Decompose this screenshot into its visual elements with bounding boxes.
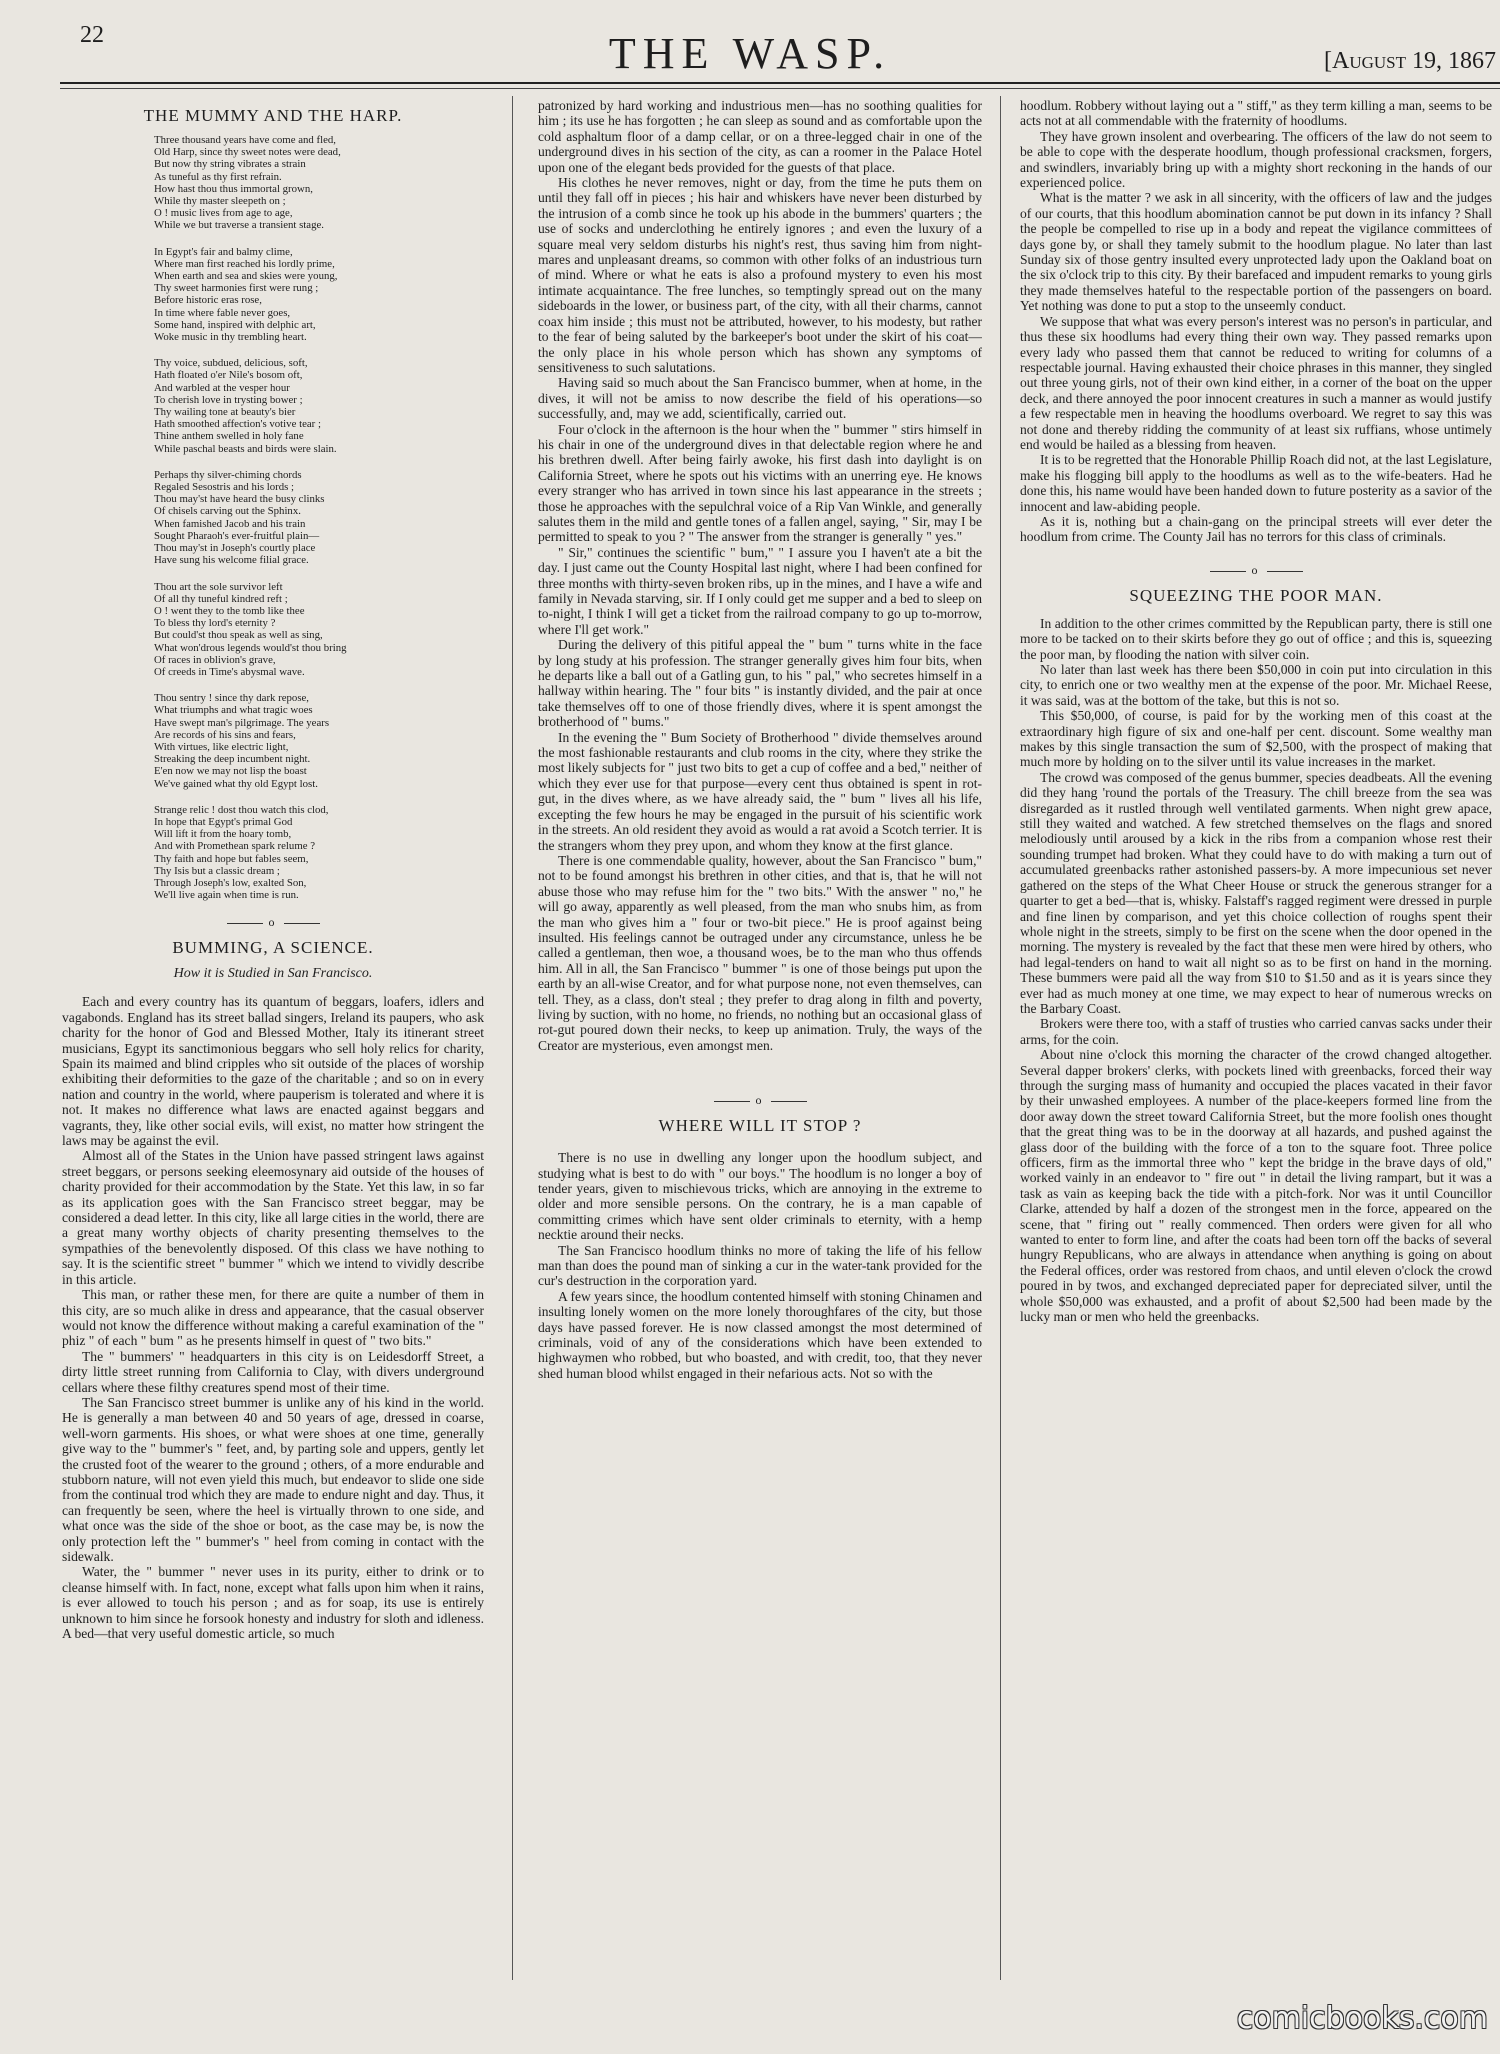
paragraph: In the evening the " Bum Society of Brotherhood " divide themselves around the most fashionable restaurants and club rooms in the city, where they strike the most likely subjects for " just two bits to get a cup of coffee and a bed," neither of which they ever use for that purpose—every cent thus obtained is spent in rot-gut, in the dives where, as we have already said, the " bum " lives all his life, excepting the few hours he may be engaged in the pursuit of his scientific work in the streets. An old resident they avoid as would a rat avoid a Scotch terrier. It is the strangers whom they prey upon, and whom they know at the first glance. bbox=[538, 729, 982, 853]
paragraph: The San Francisco hoodlum thinks no more of taking the life of his fellow man than does the pound man of sinking a cur in the water-tank provided for the cur's destruction in the corporation yard. bbox=[538, 1242, 982, 1289]
poem bbox=[62, 134, 484, 901]
column-1 bbox=[62, 98, 484, 1978]
column-divider bbox=[512, 96, 513, 1980]
article-title-bumming: BUMMING, A SCIENCE. bbox=[172, 938, 374, 958]
article-title-stop: WHERE WILL IT STOP ? bbox=[658, 1116, 862, 1136]
poem-stanza: Thou art the sole survivor left Of all thy tuneful kindred reft ; O ! went they to the tomb like thee To bless thy lord's eternity ? But could'st thou speak as well as sing, What won'drous legends would'st thou bring Of races in oblivion's grave, Of creeds in Time's abysmal wave. bbox=[154, 580, 347, 678]
poem-stanza: Three thousand years have come and fled, Old Harp, since thy sweet notes were dead, But now thy string vibrates a strain As tuneful as thy first refrain. How hast thou thus immortal grown, While thy master sleepeth on ; O ! music lives from age to age, While we but traverse a transient stage. bbox=[154, 134, 341, 232]
masthead: THE WASP. bbox=[608, 29, 892, 78]
paragraph: patronized by hard working and industrious men—has no soothing qualities for him ; its use he has forgotten ; he can sleep as sound and as comfortable upon the cold asphaltum floor of a damp cellar, or on a three-legged chair in one of the underground dives in his section of the city, as can a roomer in the Palace Hotel upon one of the elegant beds provided for the guests of that place. bbox=[538, 98, 982, 175]
poem-stanza: Thou sentry ! since thy dark repose, What triumphs and what tragic woes Have swept man's pilgrimage. The years Are records of his sins and fears, With virtues, like electric light, Streaking the deep incumbent night. E'en now we may not lisp the boast We've gained what thy old Egypt lost. bbox=[154, 692, 330, 790]
poem-stanza: Thy voice, subdued, delicious, soft, Hath floated o'er Nile's bosom oft, And warbled at the vesper hour To cherish love in trysting bower ; Thy wailing tone at beauty's bier Hath smoothed affection's votive tear ; Thine anthem swelled in holy fane While paschal beasts and birds were slain. bbox=[154, 357, 337, 455]
article-subtitle-bumming: How it is Studied in San Francisco. bbox=[173, 966, 373, 982]
column-3 bbox=[1020, 98, 1492, 1978]
article-title-squeezing: SQUEEZING THE POOR MAN. bbox=[1129, 585, 1383, 605]
paragraph: Brokers were there too, with a staff of trusties who carried canvas sacks under their arms, for the coin. bbox=[1020, 1016, 1492, 1047]
paragraph: The " bummers' " headquarters in this city is on Leidesdorff Street, a dirty little street running from California to Clay, with divers underground cellars where these filthy creatures spend most of their time. bbox=[62, 1348, 484, 1395]
section-ornament: o bbox=[1020, 563, 1492, 578]
paragraph: Having said so much about the San Francisco bummer, when at home, in the dives, it will not be amiss to now describe the field of his operations—so successfully, and, may we add, scientifically, carried out. bbox=[538, 375, 982, 422]
paragraph: As it is, nothing but a chain-gang on the principal streets will ever deter the hoodlum from crime. The County Jail has no terrors for this class of criminals. bbox=[1020, 513, 1492, 545]
paragraph: About nine o'clock this morning the character of the crowd changed altogether. Several dapper brokers' clerks, with pockets lined with greenbacks, forced their way through the surging mass of humanity and occupied the places vacated in their favor by their unwashed employees. A number of the place-keepers formed line from the door away down the street toward California Street, but the more foolish ones thought that the great thing was to be in the doorway at all hazards, and pushed against the glass door of the building with the force of a ton to the square foot. Three police officers, firm as the immortal three who " kept the bridge in the brave days of old," worked vainly in an endeavor to " fire out " in detail the living rampart, but it was a task as vain as keeping back the tide with a pitch-fork. Nor was it until Councillor Clarke, attended by half a dozen of the strongest men in the force, appeared on the scene, that " firing out " really commenced. Then orders were given for all who wanted to enter to form line, and after the coats had been torn off the backs of several hungry Republicans, who are always in attendance when anything is going on about the Federal offices, order was restored from chaos, and until eleven o'clock the crowd poured in by twos, and exchanged depreciated paper for depreciated silver, until the whole $50,000 was exhausted, and a profit of about $2,500 had been made by the lucky man or men who held the greenbacks. bbox=[1020, 1047, 1492, 1325]
paragraph: During the delivery of this pitiful appeal the " bum " turns white in the face by long study at his profession. The stranger generally gives him four bits, when he departs like a ball out of a Gatling gun, to his " pal," who secretes himself in a hallway within hearing. The " four bits " is instantly divided, and the pair at once take themselves off to one of those friendly dives, where it is spent amongst the brotherhood of " bums." bbox=[538, 637, 982, 730]
paragraph: His clothes he never removes, night or day, from the time he puts them on until they fall off in pieces ; his hair and whiskers have never been disturbed by the intrusion of a comb since he took up his abode in the bummers' quarters ; the use of socks and underclothing he entirely ignores ; and even the luxury of a square meal very seldom disturbs his night's rest, thus saving him from night-mares and unpleasant dreams, so common with other folks of an industrious turn of mind. Where or what he eats is also a profound mystery to even his most intimate acquaintance. The free lunches, so temptingly spread out on the many sideboards in the lower, or business part, of the city, with all their charms, cannot coax him inside ; this must not be attributed, however, to his modesty, but rather to the fear of being saluted by the barkeeper's boot under the skirt of his coat—the only place in his whole person which has shown any symptoms of sensitiveness to such salutations. bbox=[538, 175, 982, 375]
poem-title: THE MUMMY AND THE HARP. bbox=[143, 106, 403, 125]
paragraph: The San Francisco street bummer is unlike any of his kind in the world. He is generally a man between 40 and 50 years of age, dressed in coarse, well-worn garments. His shoes, or what were shoes at one time, generally give way to the " bummer's " feet, and, by parting sole and uppers, gently let the crusted foot of the wearer to the ground ; others, of a more endurable and stubborn nature, will not even yield this much, but endeavor to slide one side from the continual trod which they are made to endure night and day. Thus, it can frequently be seen, where the heel is virtually thrown to one side, and what once was the side of the shoe or boot, as the case may be, is now the only protection left the " bummer's " heel from coming in contact with the sidewalk. bbox=[62, 1394, 484, 1564]
paragraph: The crowd was composed of the genus bummer, species deadbeats. All the evening did they hang 'round the portals of the Treasury. The chill breeze from the sea was disregarded as it rustled through well ventilated garments. When night grew apace, still they waited and watched. A few stretched themselves on the flags and snored melodiously until aroused by a kick in the ribs from a companion whose rest their sounding trumpet had broken. What they could have to do with making a turn out of accumulated greenbacks rather astonished passers-by. A more impecunious set never gathered on the steps of the What Cheer House or struck the generous stranger for a quarter to get a bed—that is, whisky. Falstaff's ragged regiment were dressed in purple and fine linen by comparison, and yet this choice collection of roughs spent their whole night in the streets, simply to be first on the scene when the door opened in the morning. The mystery is revealed by the fact that these men were hired by others, who had legal-tenders on hand to wait all night so as to be first on hand in the morning. These bummers were paid all the way from $10 to $1.50 and as it is years since they ever had as much money at one time, we may expect to hear of numerous wrecks on the Barbary Coast. bbox=[1020, 769, 1492, 1016]
column-divider bbox=[1000, 96, 1001, 1980]
poem-stanza: Perhaps thy silver-chiming chords Regaled Sesostris and his lords ; Thou may'st have heard the busy clinks Of chisels carving out the Sphinx. When famished Jacob and his train Sought Pharaoh's ever-fruitful plain— Thou may'st in Joseph's courtly place Have sung his welcome filial grace. bbox=[154, 468, 325, 567]
paragraph: No later than last week has there been $50,000 in coin put into circulation in this city, to enrich one or two wealthy men at the expense of the poor. Mr. Michael Reese, it was said, was at the bottom of the take, but this is not so. bbox=[1020, 662, 1492, 708]
paragraph: Almost all of the States in the Union have passed stringent laws against street beggars, or persons seeking eleemosynary aid outside of the houses of charity provided for their accommodation by the State. Yet this law, in so far as its application goes with the San Francisco street beggar, may be considered a dead letter. In this city, like all large cities in the world, there are a great many worthy objects of charity presenting themselves to the sympathies of the benevolently disposed. Of this class we have nothing to say. It is the scientific street " bummer " which we intend to vividly describe in this article. bbox=[62, 1148, 484, 1287]
column-2 bbox=[538, 98, 982, 1978]
paragraph: This $50,000, of course, is paid for by the working men of this coast at the extraordinary high figure of six and one-half per cent. discount. Some wealthy man makes by this single transaction the sum of $2,500, with the prospect of making that much more by holding on to the silver until its value increases in the market. bbox=[1020, 708, 1492, 770]
issue-date: [August 19, 1867 bbox=[1324, 48, 1496, 74]
paragraph: There is one commendable quality, however, about the San Francisco " bum," not to be found amongst his brethren in other cities, and that is, that he will not abuse those who may refuse him for the " two bits." With the answer " no," he will go away, apparently as well pleased, from the man who snubs him, as from the man who gives him a " four or two-bit piece." He is proof against being insulted. His feelings cannot be outraged under any circumstance, unless he be called a gentleman, then woe, a thousand woes, be to the man who thus offends him. All in all, the San Francisco " bummer " is one of those beings put upon the earth by an all-wise Creator, and for what purpose none, not even themselves, can tell. They, as a class, don't steal ; they prefer to drag along in filth and poverty, living by suction, with no home, no friends, no nothing but an occasional glass of rot-gut poured down their necks, to keep up animation. Truly, the ways of the Creator are mysterious, even amongst men. bbox=[538, 852, 982, 1053]
section-ornament: o bbox=[62, 915, 484, 930]
paragraph: A few years since, the hoodlum contented himself with stoning Chinamen and insulting lonely women on the more lonely thoroughfares of the city, but those days have passed forever. He is now classed amongst the most determined of criminals, void of any of the considerations which have been extended to highwaymen who robbed, but who boasted, and with credit, too, that they never shed human blood whilst engaged in their nefarious acts. Not so with the bbox=[538, 1288, 982, 1381]
paragraph: hoodlum. Robbery without laying out a " stiff," as they term killing a man, seems to be acts not at all commendable with the fraternity of hoodlums. bbox=[1020, 98, 1492, 129]
poem-stanza: Strange relic ! dost thou watch this clod, In hope that Egypt's primal God Will lift it from the hoary tomb, And with Promethean spark relume ? Thy faith and hope but fables seem, Thy Isis but a classic dream ; Through Joseph's low, exalted Son, We'll live again when time is run. bbox=[154, 803, 329, 902]
header-rule bbox=[60, 82, 1500, 84]
page-number: 22 bbox=[80, 22, 104, 48]
paragraph: " Sir," continues the scientific " bum," " I assure you I haven't ate a bit the day. I just came out the County Hospital last night, where I had been confined for three months with thirty-seven broken ribs, up in the mines, and I have a wife and family in Nevada starving, sir. If I only could get me supper and a bed to sleep on to-night, I think I will get a ticket from the railroad company to go up to-morrow, where I'll get work." bbox=[538, 544, 982, 637]
paragraph: What is the matter ? we ask in all sincerity, with the officers of law and the judges of our courts, that this hoodlum abomination cannot be put down in its infancy ? Shall the people be compelled to rise up in a body and repeat the vigilance committees of days gone by, or shall they tamely submit to the hoodlum plague. No later than last Sunday six of those gentry insulted every unprotected lady upon the Oakland boat on the six o'clock trip to this city. By their barefaced and impudent remarks to young girls they made themselves hateful to the respectable portion of the passengers on board. Yet nothing was done to put a stop to the unseemly conduct. bbox=[1020, 190, 1492, 314]
paragraph: They have grown insolent and overbearing. The officers of the law do not seem to be able to cope with the desperate hoodlum, though professional cracksmen, forgers, and swindlers, invariably bring up with a mighty short reckoning in the hands of our experienced police. bbox=[1020, 128, 1492, 191]
paragraph: We suppose that what was every person's interest was no person's in particular, and thus these six hoodlums had every thing their own way. They passed remarks upon every lady who passed them that cannot be reduced to writing for columns of a respectable journal. Having exhausted their choice phrases in this manner, they singled out three young girls, not of their own kind either, in a corner of the boat on the upper deck, and there annoyed the poor innocent creatures in such a manner as would justify a few respectable men in heaving the hoodlums overboard. We regret to say this was not done and thereby ridding the community of at least six ruffians, whose untimely end would be hailed as a blessing from heaven. bbox=[1020, 313, 1492, 452]
header-rule-thin bbox=[60, 88, 1500, 89]
paragraph: It is to be regretted that the Honorable Phillip Roach did not, at the last Legislature, make his flogging bill apply to the hoodlums as well as to the wife-beaters. Had he done this, his name would have been handed down to future posterity as a savior of the innocent and law-abiding people. bbox=[1020, 452, 1492, 514]
section-ornament: o bbox=[538, 1093, 982, 1108]
poem-stanza: In Egypt's fair and balmy clime, Where man first reached his lordly prime, When earth and sea and skies were young, Thy sweet harmonies first were rung ; Before historic eras rose, In time where fable never goes, Some hand, inspired with delphic art, Woke music in thy trembling heart. bbox=[154, 245, 338, 344]
paragraph: Each and every country has its quantum of beggars, loafers, idlers and vagabonds. England has its street ballad singers, Ireland its paupers, who ask charity for the honor of God and Blessed Mother, Italy its itinerant street musicians, Egypt its sanctimonious beggars who sell holy relics for charity, Spain its maimed and blind cripples who sit outside of the places of worship exhibiting their deformities to the gaze of the charitable ; and so on in every nation and country in the world, where pauperism is tolerated and where it is not. It makes no difference what laws are enacted against beggars and vagrants, they, like other social evils, will exist, no matter how stringent the laws may be against the evil. bbox=[62, 994, 484, 1149]
paragraph: Water, the " bummer " never uses in its purity, either to drink or to cleanse himself with. In fact, none, except what falls upon him when it rains, is ever allowed to touch his person ; and as for soap, its use is entirely unknown to him since he forsook honesty and industry for sloth and idleness. A bed—that very useful domestic article, so much bbox=[62, 1564, 484, 1642]
paragraph: This man, or rather these men, for there are quite a number of them in this city, are so much alike in dress and appearance, that the casual observer would not know the difference without making a careful examination of the " phiz " of each " bum " as he presents himself in quest of " two bits." bbox=[62, 1287, 484, 1349]
paragraph: Four o'clock in the afternoon is the hour when the " bummer " stirs himself in his chair in one of the underground dives in that delectable region where he and his brethren dwell. After being fairly awoke, his first dash into daylight is on California Street, where he spots out his victims with an unerring eye. He knows every stranger who has arrived in town since his last appearance in the streets ; those he approaches with the sepulchral voice of a Rip Van Winkle, and generally salutes them in the mild and gentle tones of a fallen angel, saying, " Sir, may I be permitted to speak to you ? " The answer from the stranger is generally " yes." bbox=[538, 421, 982, 545]
paragraph: In addition to the other crimes committed by the Republican party, there is still one more to be tacked on to their skirts before they go out of office ; and this is, squeezing the poor man, by flooding the nation with silver coin. bbox=[1020, 615, 1492, 662]
paragraph: There is no use in dwelling any longer upon the hoodlum subject, and studying what is best to do with " our boys." The hoodlum is no longer a boy of tender years, given to mischievous tricks, which are annoying in the extreme to older and more sensible persons. On the contrary, he is a man capable of committing crimes which have sent older criminals to eternity, with a hemp necktie around their necks. bbox=[538, 1150, 982, 1243]
watermark: comicbooks.com bbox=[1236, 2001, 1488, 2036]
